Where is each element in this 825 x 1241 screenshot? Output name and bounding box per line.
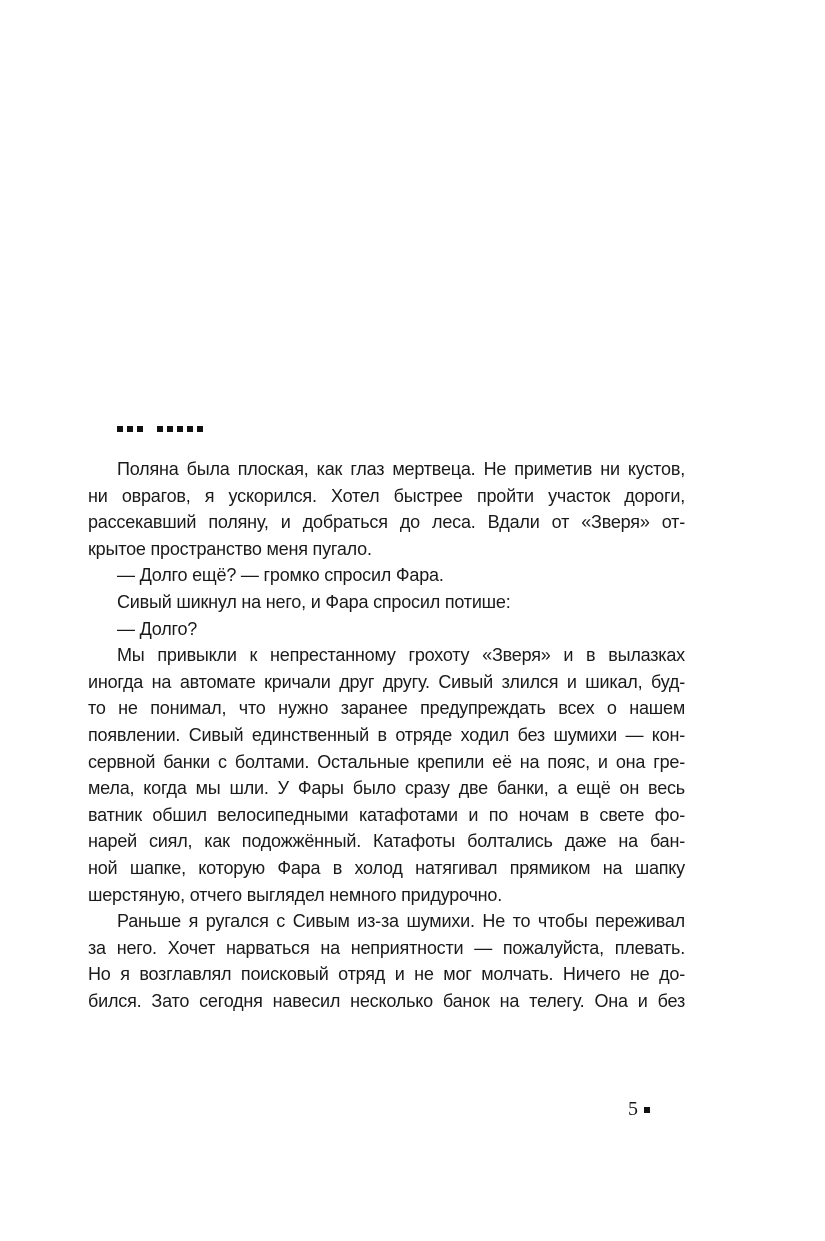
text-line: Раньше я ругался с Сивым из-за шумихи. Не то чтобы переживал <box>117 911 685 932</box>
text-line: за него. Хочет нарваться на неприятности — пожалуйста, плевать. <box>88 937 685 958</box>
text-line: Но я возглавлял поисковый отряд и не мог молчать. Ничего не до- <box>88 964 685 985</box>
section-break-marker <box>117 426 203 432</box>
marker-square <box>127 426 133 432</box>
text-line: появлении. Сивый единственный в отряде ходил без шумихи — кон- <box>88 724 685 745</box>
text-line: ной шапке, которую Фара в холод натягивал прямиком на шапку <box>88 857 685 878</box>
folio-square <box>644 1107 650 1113</box>
marker-square <box>187 426 193 432</box>
text-line: иногда на автомате кричали друг другу. Сивый злился и шикал, буд- <box>88 671 685 692</box>
marker-square <box>177 426 183 432</box>
text-line: — Долго? <box>117 618 198 639</box>
text-line: Сивый шикнул на него, и Фара спросил потише: <box>117 591 511 612</box>
page-number: 5 <box>628 1098 638 1120</box>
text-line: сервной банки с болтами. Остальные крепили её на пояс, и она гре- <box>88 751 685 772</box>
text-line: нарей сиял, как подожжённый. Катафоты болтались даже на бан- <box>88 831 685 852</box>
page-footer <box>628 1098 650 1121</box>
marker-square <box>197 426 203 432</box>
text-line: крытое пространство меня пугало. <box>88 538 372 559</box>
marker-square <box>157 426 163 432</box>
body-text <box>88 456 685 1014</box>
text-line: мела, когда мы шли. У Фары было сразу две банки, а ещё он весь <box>88 778 685 799</box>
text-line: ни оврагов, я ускорился. Хотел быстрее пройти участок дороги, <box>88 485 685 506</box>
marker-square <box>117 426 123 432</box>
marker-square <box>167 426 173 432</box>
text-line: Мы привыкли к непрестанному грохоту «Зверя» и в вылазках <box>117 645 685 666</box>
text-line: шерстяную, отчего выглядел немного придурочно. <box>88 884 502 905</box>
text-line: рассекавший поляну, и добраться до леса. Вдали от «Зверя» от- <box>88 512 685 533</box>
text-line: ватник обшил велосипедными катафотами и по ночам в свете фо- <box>88 804 685 825</box>
text-line: бился. Зато сегодня навесил несколько банок на телегу. Она и без <box>88 990 685 1011</box>
marker-square <box>137 426 143 432</box>
text-line: то не понимал, что нужно заранее предупреждать всех о нашем <box>88 698 685 719</box>
text-line: Поляна была плоская, как глаз мертвеца. Не приметив ни кустов, <box>117 459 685 479</box>
text-line: — Долго ещё? — громко спросил Фара. <box>117 565 444 586</box>
